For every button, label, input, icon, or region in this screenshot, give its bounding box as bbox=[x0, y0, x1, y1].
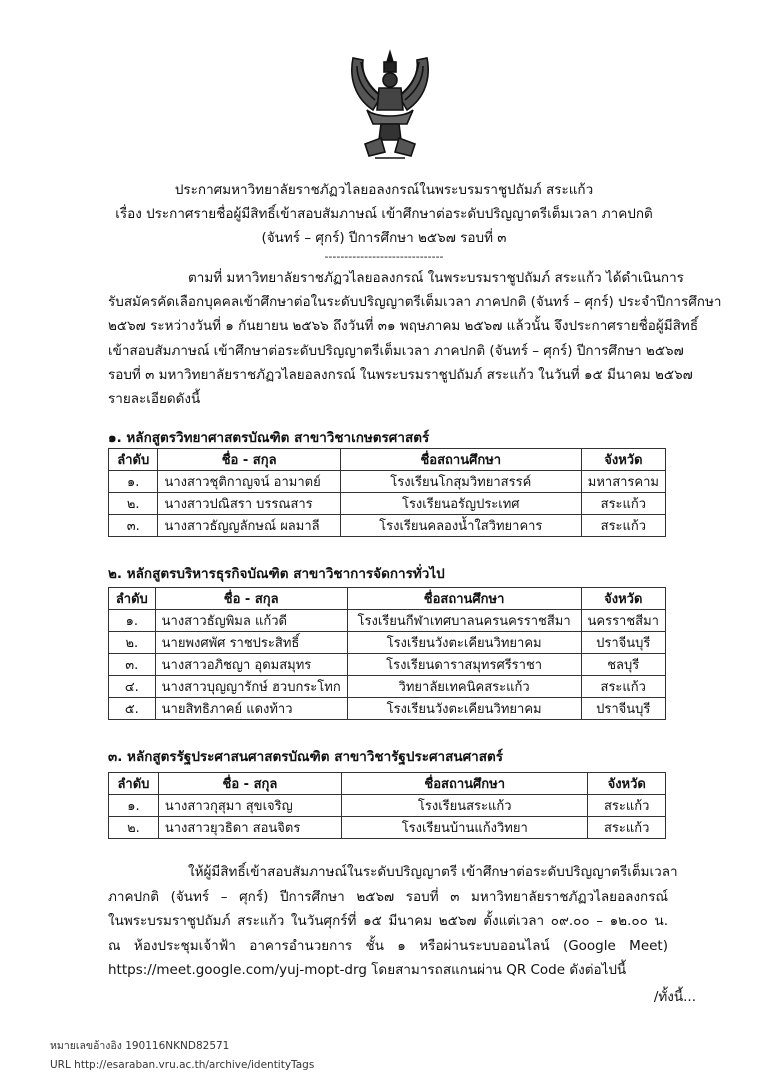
cell-school: โรงเรียนอรัญประเทศ bbox=[340, 493, 581, 515]
intro-line: ตามที่ มหาวิทยาลัยราชภัฏวไลยอลงกรณ์ ในพระบรมราชูปถัมภ์ สระแก้ว ได้ดำเนินการ bbox=[188, 270, 684, 286]
cell-province: มหาสารคาม bbox=[581, 471, 665, 493]
cell-school: โรงเรียนกีฬาเทศบาลนครนครราชสีมา bbox=[347, 610, 581, 632]
cell-school: โรงเรียนโกสุมวิทยาสรรค์ bbox=[340, 471, 581, 493]
cell-school: โรงเรียนวังตะเคียนวิทยาคม bbox=[347, 698, 581, 720]
table-header-row bbox=[109, 449, 666, 471]
cell-school: วิทยาลัยเทคนิคสระแก้ว bbox=[347, 676, 581, 698]
cell-school: โรงเรียนบ้านแก้งวิทยา bbox=[342, 817, 588, 839]
candidates-table-public-admin bbox=[108, 772, 666, 839]
instruction-line: ให้ผู้มีสิทธิ์เข้าสอบสัมภาษณ์ในระดับปริญญาตรี เข้าศึกษาต่อระดับปริญญาตรีเต็มเวลา bbox=[188, 864, 678, 880]
qr-instruction-text: โดยสามารถสแกนผ่าน QR Code ดังต่อไปนี้ bbox=[366, 962, 627, 978]
continuation-marker: /ทั้งนี้... bbox=[653, 989, 696, 1005]
cell-province: นครราชสีมา bbox=[581, 610, 666, 632]
header-name: ชื่อ - สกุล bbox=[158, 449, 340, 471]
cell-name: นางสาวชุติกาญจน์ อามาตย์ bbox=[158, 471, 340, 493]
cell-name: นางสาวกุสุมา สุขเจริญ bbox=[158, 795, 341, 817]
cell-province: สระแก้ว bbox=[588, 817, 666, 839]
table-header-row bbox=[109, 588, 666, 610]
cell-no: ๓. bbox=[109, 515, 158, 537]
header-school: ชื่อสถานศึกษา bbox=[342, 773, 588, 795]
cell-name: นายสิทธิภาคย์ แดงท้าว bbox=[155, 698, 347, 720]
instruction-line: ในพระบรมราชูปถัมภ์ สระแก้ว ในวันศุกร์ที่ ๑๕ มีนาคม ๒๕๖๗ ตั้งแต่เวลา ๐๙.๐๐ – ๑๒.๐๐ น. bbox=[108, 913, 668, 929]
intro-line: รอบที่ ๓ มหาวิทยาลัยราชภัฏวไลยอลงกรณ์ ในพระบรมราชูปถัมภ์ สระแก้ว ในวันที่ ๑๕ มีนาคม ๒๕๖๗ bbox=[108, 367, 693, 383]
candidates-table-management bbox=[108, 587, 666, 720]
candidates-table-agriculture bbox=[108, 448, 666, 537]
table-row bbox=[109, 515, 666, 537]
cell-province: สระแก้ว bbox=[581, 515, 665, 537]
intro-line: รายละเอียดดังนี้ bbox=[108, 391, 201, 407]
archive-url[interactable]: URL http://esaraban.vru.ac.th/archive/identityTags bbox=[50, 1059, 315, 1071]
cell-name: นางสาวธัญญลักษณ์ ผลมาลี bbox=[158, 515, 340, 537]
table-row bbox=[109, 471, 666, 493]
table-row bbox=[109, 610, 666, 632]
table-row bbox=[109, 676, 666, 698]
section-title-public-admin: ๓. หลักสูตรรัฐประศาสนศาสตรบัณฑิต สาขาวิชารัฐประศาสนศาสตร์ bbox=[108, 749, 503, 765]
intro-line: เข้าสอบสัมภาษณ์ เข้าศึกษาต่อระดับปริญญาตรีเต็มเวลา ภาคปกติ (จันทร์ – ศุกร์) ปีการศึกษา ๒๕๖๗ bbox=[108, 343, 684, 359]
cell-no: ๔. bbox=[109, 676, 156, 698]
cell-no: ๒. bbox=[109, 632, 156, 654]
table-header-row bbox=[109, 773, 666, 795]
header-province: จังหวัด bbox=[581, 588, 666, 610]
cell-name: นางสาวปณิสรา บรรณสาร bbox=[158, 493, 340, 515]
reference-number: หมายเลขอ้างอิง 190116NKND82571 bbox=[50, 1040, 230, 1052]
meeting-link[interactable]: https://meet.google.com/yuj-mopt-drg bbox=[108, 962, 367, 978]
header-no: ลำดับ bbox=[109, 773, 159, 795]
header-school: ชื่อสถานศึกษา bbox=[340, 449, 581, 471]
table-row bbox=[109, 795, 666, 817]
header-name: ชื่อ - สกุล bbox=[158, 773, 341, 795]
header-province: จังหวัด bbox=[588, 773, 666, 795]
cell-no: ๑. bbox=[109, 795, 159, 817]
cell-no: ๕. bbox=[109, 698, 156, 720]
cell-no: ๓. bbox=[109, 654, 156, 676]
table-row bbox=[109, 817, 666, 839]
announcement-subject-cont: (จันทร์ – ศุกร์) ปีการศึกษา ๒๕๖๗ รอบที่ ๓ bbox=[261, 230, 507, 246]
cell-name: นางสาวบุญญารักษ์ ฮวบกระโทก bbox=[155, 676, 347, 698]
garuda-emblem-icon bbox=[345, 48, 435, 166]
announcement-subject: เรื่อง ประกาศรายชื่อผู้มีสิทธิ์เข้าสอบสัมภาษณ์ เข้าศึกษาต่อระดับปริญญาตรีเต็มเวลา ภาคปกติ bbox=[115, 206, 653, 222]
table-row bbox=[109, 493, 666, 515]
table-row bbox=[109, 632, 666, 654]
cell-no: ๑. bbox=[109, 610, 156, 632]
cell-name: นางสาวอภิชญา อุดมสมุทร bbox=[155, 654, 347, 676]
cell-school: โรงเรียนวังตะเคียนวิทยาคม bbox=[347, 632, 581, 654]
header-name: ชื่อ - สกุล bbox=[155, 588, 347, 610]
intro-line: ๒๕๖๗ ระหว่างวันที่ ๑ กันยายน ๒๕๖๖ ถึงวันที่ ๓๑ พฤษภาคม ๒๕๖๗ แล้วนั้น จึงประกาศรายชื่อผู้มีสิทธิ์ bbox=[108, 318, 699, 334]
cell-name: นางสาวธัญพิมล แก้วดี bbox=[155, 610, 347, 632]
meeting-link-line bbox=[108, 960, 668, 980]
cell-province: สระแก้ว bbox=[581, 676, 666, 698]
header-school: ชื่อสถานศึกษา bbox=[347, 588, 581, 610]
cell-province: ปราจีนบุรี bbox=[581, 632, 666, 654]
instruction-line: ณ ห้องประชุมเจ้าฟ้า อาคารอำนวยการ ชั้น ๑ หรือผ่านระบบออนไลน์ (Google Meet) bbox=[108, 938, 668, 954]
table-row bbox=[109, 654, 666, 676]
cell-province: ชลบุรี bbox=[581, 654, 666, 676]
table-row bbox=[109, 698, 666, 720]
header-province: จังหวัด bbox=[581, 449, 665, 471]
cell-school: โรงเรียนสระแก้ว bbox=[342, 795, 588, 817]
cell-province: สระแก้ว bbox=[581, 493, 665, 515]
intro-line: รับสมัครคัดเลือกบุคคลเข้าศึกษาต่อในระดับปริญญาตรีเต็มเวลา ภาคปกติ (จันทร์ – ศุกร์) ประจำปีการศึกษา bbox=[108, 294, 722, 310]
separator-line: ------------------------------ bbox=[324, 250, 444, 263]
cell-no: ๒. bbox=[109, 493, 158, 515]
instruction-line: ภาคปกติ (จันทร์ – ศุกร์) ปีการศึกษา ๒๕๖๗ รอบที่ ๓ มหาวิทยาลัยราชภัฏวไลยอลงกรณ์ bbox=[108, 889, 668, 905]
cell-no: ๒. bbox=[109, 817, 159, 839]
cell-province: ปราจีนบุรี bbox=[581, 698, 666, 720]
announcement-title: ประกาศมหาวิทยาลัยราชภัฏวไลยอลงกรณ์ในพระบรมราชูปถัมภ์ สระแก้ว bbox=[174, 182, 594, 198]
header-no: ลำดับ bbox=[109, 449, 158, 471]
cell-no: ๑. bbox=[109, 471, 158, 493]
cell-name: นางสาวยุวธิดา สอนจิตร bbox=[158, 817, 341, 839]
section-title-management: ๒. หลักสูตรบริหารธุรกิจบัณฑิต สาขาวิชาการจัดการทั่วไป bbox=[108, 566, 445, 582]
cell-school: โรงเรียนคลองน้ำใสวิทยาคาร bbox=[340, 515, 581, 537]
cell-name: นายพงศพัศ ราชประสิทธิ์ bbox=[155, 632, 347, 654]
cell-school: โรงเรียนดาราสมุทรศรีราชา bbox=[347, 654, 581, 676]
section-title-agriculture: ๑. หลักสูตรวิทยาศาสตรบัณฑิต สาขาวิชาเกษตรศาสตร์ bbox=[108, 430, 430, 446]
header-no: ลำดับ bbox=[109, 588, 156, 610]
cell-province: สระแก้ว bbox=[588, 795, 666, 817]
